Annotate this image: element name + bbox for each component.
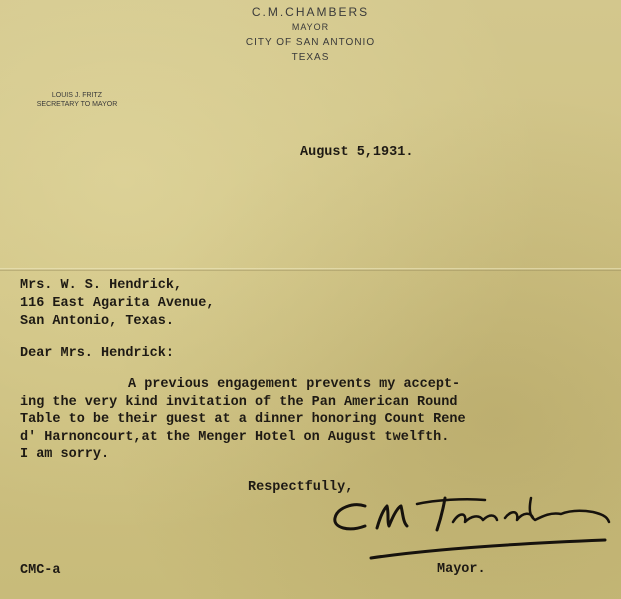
address-line-name: Mrs. W. S. Hendrick, (20, 278, 183, 293)
closing: Respectfully, (248, 480, 354, 495)
letterhead-city: CITY OF SAN ANTONIO (245, 37, 376, 48)
paper-fold-line (0, 268, 621, 271)
reference-initials: CMC-a (20, 563, 61, 578)
body-line: d' Harnoncourt,at the Menger Hotel on August twelfth. (20, 430, 450, 445)
address-line-street: 116 East Agarita Avenue, (20, 296, 215, 311)
letter-date: August 5,1931. (300, 145, 414, 160)
letterhead-state: TEXAS (291, 52, 330, 63)
body-line: ing the very kind invitation of the Pan American Round (20, 395, 458, 410)
body-line: A previous engagement prevents my accept- (128, 377, 461, 392)
secretary-title: SECRETARY TO MAYOR (36, 101, 118, 108)
body-line: I am sorry. (20, 447, 110, 462)
letterhead-title: MAYOR (291, 22, 330, 32)
signer-title: Mayor. (437, 562, 486, 577)
body-line: Table to be their guest at a dinner honoring Count Rene (20, 412, 466, 427)
secretary-name: LOUIS J. FRITZ (51, 92, 103, 99)
salutation: Dear Mrs. Hendrick: (20, 346, 174, 361)
signature (325, 488, 615, 566)
address-line-city: San Antonio, Texas. (20, 314, 174, 329)
letterhead-name: C.M.CHAMBERS (251, 5, 370, 19)
